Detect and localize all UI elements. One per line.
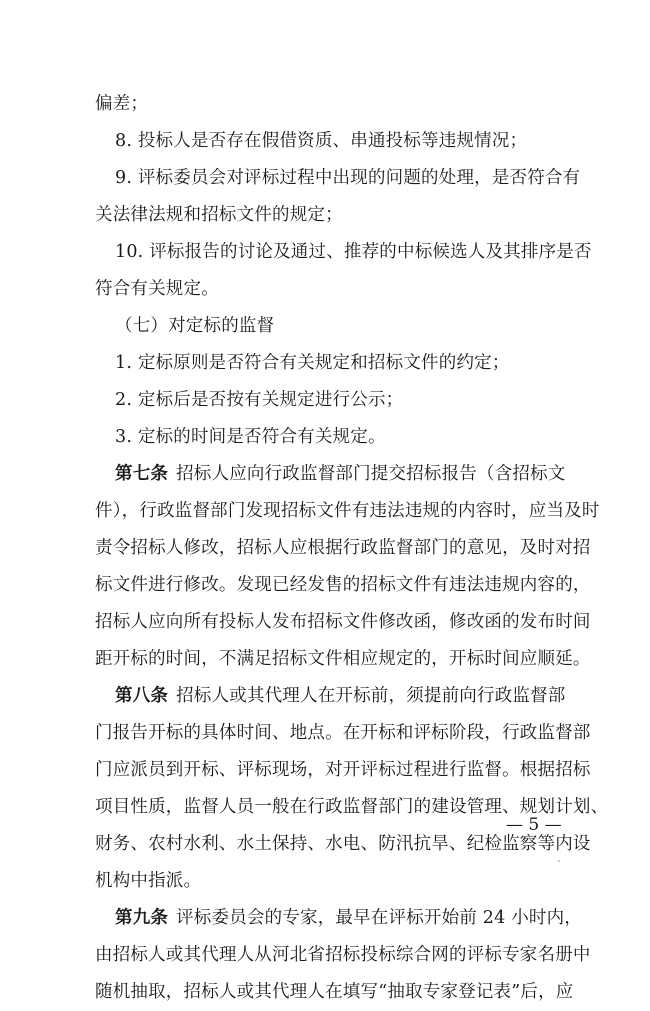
text-line: 符合有关规定。 [95,279,219,299]
text-line: 由招标人或其代理人从河北省招标投标综合网的评标专家名册中 [95,945,591,965]
text-line: 随机抽取，招标人或其代理人在填写“抽取专家登记表”后，应 [95,982,574,1002]
text-line: 距开标的时间，不满足招标文件相应规定的，开标时间应顺延。 [95,649,591,669]
text-line: 财务、农村水利、水土保持、水电、防汛抗旱、纪检监察等内设 [95,834,591,854]
text-line: 门报告开标的具体时间、地点。在开标和评标阶段，行政监督部 [95,723,591,743]
article-8-text: 招标人或其代理人在开标前，须提前向行政监督部 [176,686,566,706]
article-8-first-line [95,678,585,715]
text-line: 9. 评标委员会对评标过程中出现的问题的处理，是否符合有 [115,168,581,188]
article-7-heading: 第七条 [115,464,169,484]
text-line: 标文件进行修改。发现已经发售的招标文件有违法违规内容的， [95,575,591,595]
article-9-first-line [95,900,585,937]
body-text [95,86,609,1011]
article-7-text: 招标人应向行政监督部门提交招标报告（含招标文 [176,464,566,484]
text-line: 责令招标人修改，招标人应根据行政监督部门的意见，及时对招 [95,538,591,558]
section-heading: （七）对定标的监督 [115,316,275,336]
text-line: 机构中指派。 [95,871,202,891]
text-line: 10. 评标报告的讨论及通过、推荐的中标候选人及其排序是否 [115,242,592,262]
text-line: 门应派员到开标、评标现场，对开评标过程进行监督。根据招标 [95,760,591,780]
article-9-heading: 第九条 [115,908,169,928]
text-line: 1. 定标原则是否符合有关规定和招标文件的约定； [115,353,510,373]
scan-speck [558,860,560,862]
article-8-heading: 第八条 [115,686,169,706]
article-9-text: 评标委员会的专家，最早在评标开始前 24 小时内， [176,908,583,928]
text-line: 件），行政监督部门发现招标文件有违法违规的内容时，应当及时 [95,501,600,521]
text-line: 项目性质，监督人员一般在行政监督部门的建设管理、规划计划、 [95,797,609,817]
text-line: 招标人应向所有投标人发布招标文件修改函，修改函的发布时间 [95,612,591,632]
text-line: 2. 定标后是否按有关规定进行公示； [115,390,404,410]
text-line: 8. 投标人是否存在假借资质、串通投标等违规情况； [115,131,528,151]
article-7-first-line [95,456,585,493]
text-line: 3. 定标的时间是否符合有关规定。 [115,427,386,447]
text-line: 偏差； [95,94,149,114]
text-line: 关法律法规和招标文件的规定； [95,205,343,225]
page-number: — 5 — [506,815,562,835]
